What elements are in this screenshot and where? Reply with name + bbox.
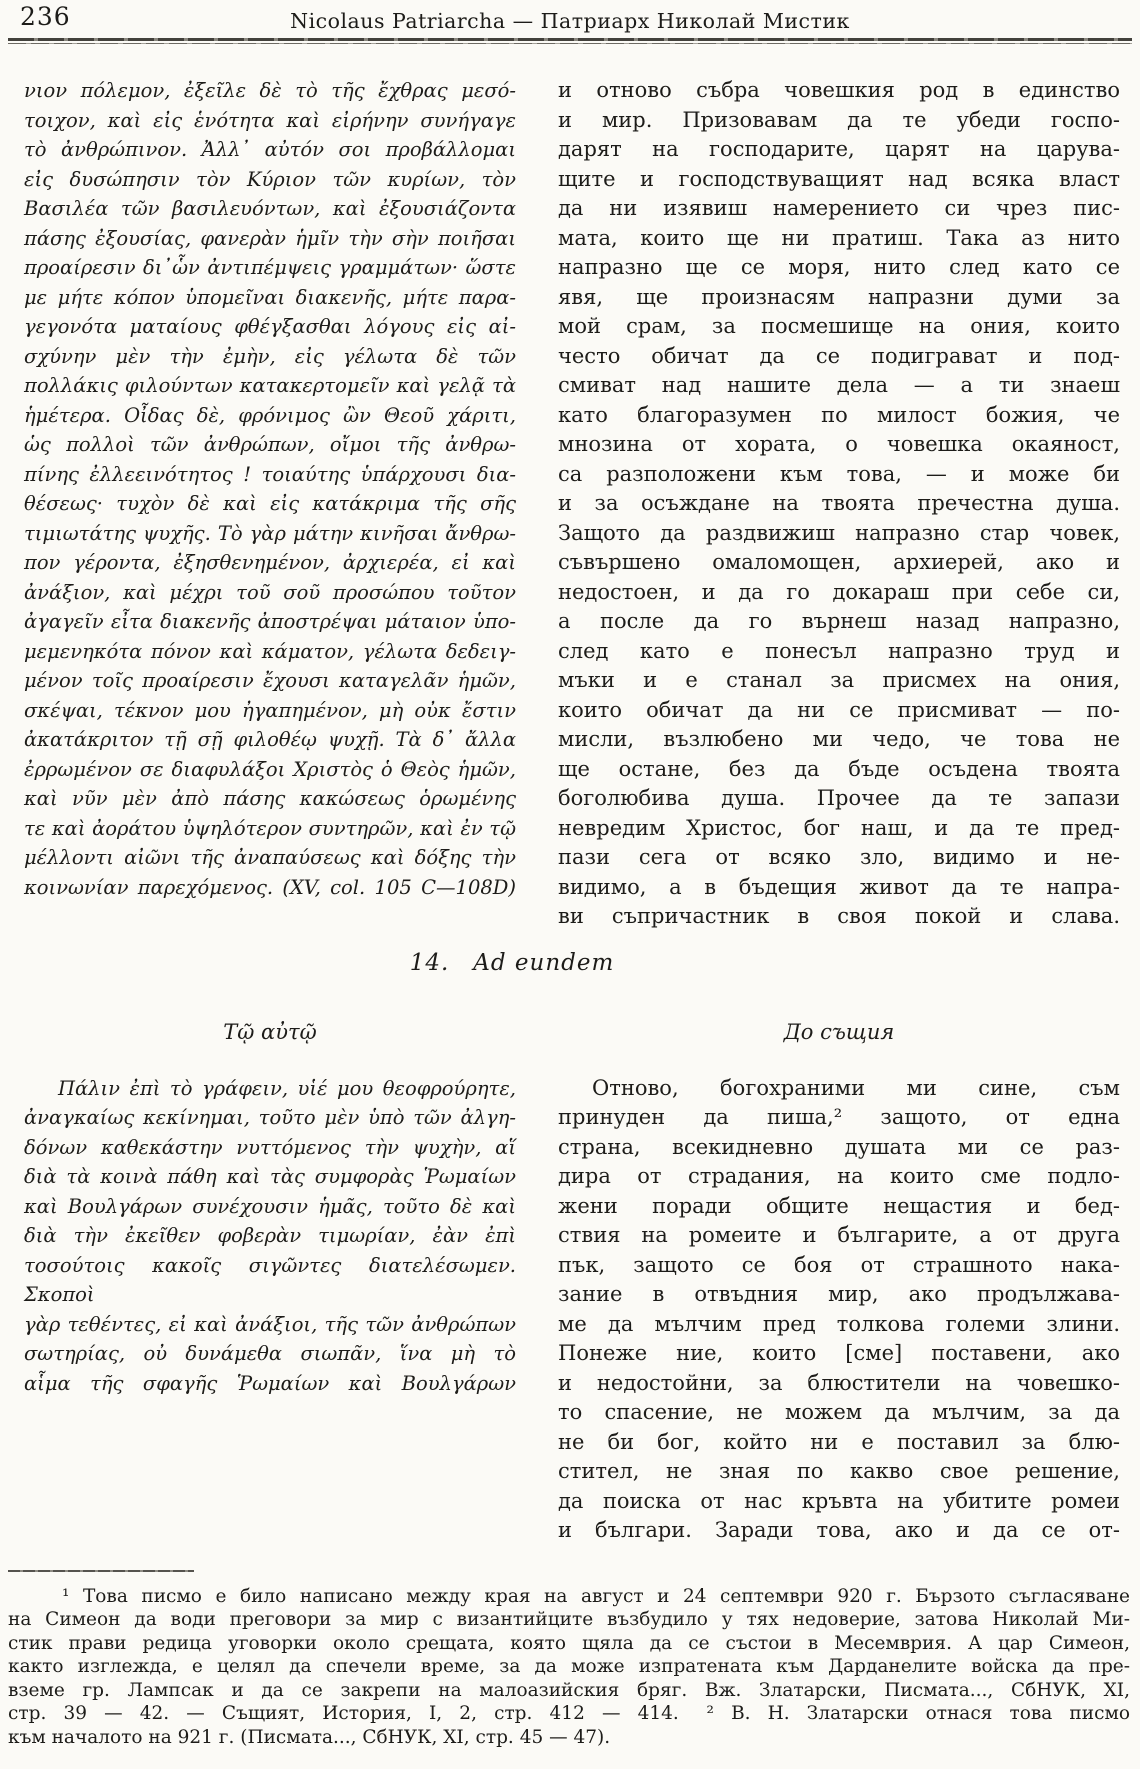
text-line: καὶ νῦν μὲν ἀπὸ πάσης κακώσεως ὁρωμένης [24, 787, 516, 810]
letter-13-bulgarian-column [558, 76, 1120, 932]
text-line: и за осъждане на твоята пречестна душа. [558, 491, 1120, 515]
section-heading: 14. Ad eundem [409, 949, 615, 976]
text-line: με μήτε κόπον ὑπομεῖναι διακενῆς, μήτε παρα- [24, 285, 516, 309]
text-line: принуден да пиша,² защото, от една [558, 1105, 1120, 1129]
text-line: не би бог, който ни е поставил за блю- [558, 1429, 1120, 1454]
text-line: ¹ Това писмо е било написано между края на август и 24 септември 920 г. Бързото съгласяване [62, 1585, 1130, 1607]
text-line: към началото на 921 г. (Писмата..., СбНУК, XI, стр. 45 — 47). [8, 1726, 611, 1748]
text-line: σχύνην μὲν τὴν ἐμὴν, εἰς γέλωτα δὲ τῶν [24, 344, 516, 368]
text-line: Отново, богохраними ми сине, съм [592, 1075, 1120, 1100]
text-line: καὶ Βουλγάρων συνέχουσιν ἡμᾶς, τοῦτο δὲ καὶ [24, 1194, 516, 1218]
text-line: νιον πόλεμον, ἐξεῖλε δὲ τὸ τῆς ἔχθρας μεσό- [24, 79, 516, 102]
page-body [0, 76, 1140, 1546]
text-line: невредим Христос, бог наш, и да те пред- [558, 815, 1120, 840]
text-line: жени поради общите нещастия и бед- [558, 1193, 1120, 1218]
text-line: ще остане, без да бъде осъдена твоята [558, 756, 1120, 781]
footnotes-section [0, 1570, 1140, 1750]
text-line: след като е понесъл напразно труд и [558, 638, 1120, 663]
text-line: съвършено омаломощен, архиерей, ако и [558, 550, 1120, 574]
text-line: смиват над нашите дела — а ти знаеш [558, 373, 1120, 397]
header-rule-top [8, 38, 1132, 41]
letter-14-bulgarian-column [558, 1074, 1120, 1546]
text-line: мата, които ще ни пратиш. Така аз нито [558, 225, 1120, 250]
letter-14-parallel-text [24, 1074, 1120, 1546]
text-line: и отново събра човешкия род в единство [558, 78, 1120, 102]
text-line: ὡς πολλοὶ τῶν ἀνθρώπων, οἴμοι τῆς ἀνθρω- [24, 433, 516, 456]
text-line: то спасение, не можем да мълчим, за да [558, 1400, 1120, 1424]
text-line: които обичат да ни се присмиват — по- [558, 697, 1120, 722]
text-line: θέσεως· τυχὸν δὲ καὶ εἰς κατάκριμα τῆς σῆς [24, 492, 516, 515]
text-line: и мир. Призовавам да те убеди госпо- [558, 107, 1120, 132]
text-line: напразно ще се моря, нито след като се [558, 255, 1120, 279]
text-line: са разположени към това, — и може би [558, 461, 1120, 486]
text-line: дарят на господарите, царят на царува- [558, 137, 1120, 161]
text-line: τὸ ἀνθρώπινον. Ἀλλ᾽ αὐτόν σοι προβάλλομαι [24, 138, 516, 161]
text-line: на Симеон да води преговори за мир с византийците възбудило у тях недоверие, затова Николай Ми- [8, 1609, 1130, 1630]
text-line: както изглежда, е целял да спечели време, за да може изпратената към Дарданелите войска да пре- [8, 1656, 1130, 1677]
text-line: мъки и е станал за присмех на ония, [558, 668, 1120, 692]
text-line: често обичат да се подиграват и под- [558, 343, 1120, 368]
text-line: μέλλοντι αἰῶνι τῆς ἀναπαύσεως καὶ δόξης τὴν [24, 846, 516, 869]
text-line: мнозина от хората, о човешка окаяност, [558, 432, 1120, 456]
header-rule-bottom [8, 43, 1132, 44]
text-line: като благоразумен по милост божия, че [558, 402, 1120, 427]
text-line: мисли, възлюбено ми чедо, че това не [558, 727, 1120, 751]
text-line: Βασιλέα τῶν βασιλευόντων, καὶ ἐξουσιάζοντα [24, 197, 516, 220]
text-line: ἀγαγεῖν εἶτα διακενῆς ἀποστρέψαι μάταιον ὑπο- [24, 610, 516, 633]
text-line: пък, защото се боя от страшното нака- [558, 1252, 1120, 1277]
page-header [0, 0, 1140, 46]
text-line: διὰ τὴν ἐκεῖθεν φοβερὰν τιμωρίαν, ἐὰν ἐπὶ [24, 1224, 516, 1247]
text-line: ἐρρωμένον σε διαφυλάξοι Χριστὸς ὁ Θεὸς ἡμῶν, [24, 757, 516, 781]
text-line: стр. 39 — 42. — Същият, История, I, 2, стр. 412 — 414. ² В. Н. Златарски отнася това писмо [8, 1703, 1130, 1724]
text-line: τιμιωτάτης ψυχῆς. Τὸ γὰρ μάτην κινῆσαι ἄνθρω- [24, 521, 516, 545]
text-line: явя, ще произнасям напразни думи за [558, 284, 1120, 309]
text-line: ви съпричастник в своя покой и слава. [558, 904, 1120, 928]
text-line: Понеже ние, които [сме] поставени, ако [558, 1341, 1120, 1365]
letter-13-parallel-text [24, 76, 1120, 932]
text-line: стик прави редица уговорки около срещата, която щяла да се състои в Месемврия. А цар Симеон, [8, 1632, 1130, 1654]
text-line: πίνης ἐλλεεινότητος ! τοιαύτης ὑπάρχουσι δια- [24, 462, 516, 486]
text-line: πον γέροντα, ἐξησθενημένον, ἀρχιερέα, εἰ καὶ [24, 551, 516, 574]
text-line: αἷμα τῆς σφαγῆς Ῥωμαίων καὶ Βουλγάρων [24, 1371, 516, 1395]
text-line: пази сега от всяко зло, видимо и не- [558, 845, 1120, 869]
text-line: видимо, а в бъдещия живот да те напра- [558, 874, 1120, 899]
text-line: τοσούτοις κακοῖς σιγῶντες διατελέσωμεν. Σκοποὶ [24, 1253, 516, 1306]
text-line: εἰς δυσώπησιν τὸν Κύριον τῶν κυρίων, τὸν [24, 167, 516, 191]
text-line: τοιχον, καὶ εἰς ἑνότητα καὶ εἰρήνην συνήγαγε [24, 108, 516, 132]
text-line: ἀναγκαίως κεκίνημαι, τοῦτο μὲν ὑπὸ τῶν ἀλγη- [24, 1106, 516, 1129]
running-title: Nicolaus Patriarcha — Патриарх Николай Мистик [290, 9, 850, 33]
text-line: σκέψαι, τέκνον μου ἠγαπημένον, μὴ οὐκ ἔστιν [24, 698, 516, 722]
text-line: боголюбива душа. Прочее да те запази [558, 786, 1120, 810]
text-line: ствия на ромеите и българите, а от друга [558, 1223, 1120, 1247]
text-line: мой срам, за посмешище на ония, които [558, 314, 1120, 338]
letter-13-greek-column [24, 76, 516, 932]
text-line: γεγονότα ματαίους φθέγξασθαι λόγους εἰς αἰ- [24, 315, 516, 338]
text-line: πάσης ἐξουσίας, φανερὰν ἡμῖν τὴν σὴν ποιῆσαι [24, 226, 516, 250]
text-line: недостоен, и да го докараш при себе си, [558, 579, 1120, 604]
text-line: стител, не зная по какво свое решение, [558, 1459, 1120, 1483]
text-line: τε καὶ ἀοράτου ὑψηλότερον συντηρῶν, καὶ ἐν τῷ [24, 816, 516, 840]
footnote-separator [8, 1570, 194, 1572]
text-line: Защото да раздвижиш напразно стар човек, [558, 520, 1120, 545]
text-line: διὰ τὰ κοινὰ πάθη καὶ τὰς συμφορὰς Ῥωμαίων [24, 1165, 516, 1188]
text-line: дира от страдания, на които сме подло- [558, 1164, 1120, 1188]
text-line: δόνων καθεκάστην νυττόμενος τὴν ψυχὴν, αἵ [24, 1135, 516, 1159]
text-line: страна, всекидневно душата ми се раз- [558, 1134, 1120, 1159]
text-line: зание в отвъдния мир, ако продължава- [558, 1282, 1120, 1306]
text-line: κοινωνίαν παρεχόμενος. (XV, col. 105 C—108D) [24, 875, 516, 899]
text-line: Πάλιν ἐπὶ τὸ γράφειν, υἱέ μου θεοφρούρητε, [58, 1076, 516, 1100]
text-line: σωτηρίας, οὐ δυνάμεθα σιωπᾶν, ἵνα μὴ τὸ [24, 1342, 516, 1365]
bulgarian-subtitle: До същия [783, 1019, 895, 1044]
greek-subtitle: Τῷ αὐτῷ [223, 1019, 317, 1044]
text-line: да поиска от нас кръвта на убитите ромеи [558, 1488, 1120, 1513]
footnote-text [8, 1585, 1130, 1750]
letter-14-greek-column [24, 1074, 516, 1546]
text-line: щите и господствуващият над всяка власт [558, 166, 1120, 191]
text-line: и българи. Заради това, ако и да се от- [558, 1518, 1120, 1542]
text-line: μένον τοῖς προαίρεσιν ἔχουσι καταγελᾶν ἡμῶν, [24, 669, 516, 692]
subtitles-row [24, 1020, 1120, 1044]
text-line: πολλάκις φιλούντων κατακερτομεῖν καὶ γελᾷ τὰ [24, 374, 516, 397]
text-line: προαίρεσιν δι᾽ὧν ἀντιπέμψεις γραμμάτων· ὥστε [24, 256, 516, 279]
text-line: да ни изявиш намерението си чрез пис- [558, 196, 1120, 220]
text-line: ἡμέτερα. Οἶδας δὲ, φρόνιμος ὢν Θεοῦ χάριτι, [24, 403, 516, 427]
text-line: γὰρ τεθέντες, εἰ καὶ ἀνάξιοι, τῆς τῶν ἀνθρώπων [24, 1312, 516, 1336]
page-number: 236 [20, 2, 71, 31]
text-line: ἀκατάκριτον τῇ σῇ φιλοθέῳ ψυχῇ. Τὰ δ᾽ ἄλλα [24, 728, 516, 751]
text-line: и недостойни, за блюстители на човешко- [558, 1370, 1120, 1395]
text-line: вземе гр. Лампсак и да се закрепи на малоазийския бряг. Вж. Златарски, Писмата..., СбНУК, XI, [8, 1679, 1130, 1701]
text-line: ἀνάξιον, καὶ μέχρι τοῦ σοῦ προσώπου τοῦτον [24, 580, 516, 604]
text-line: а после да го върнеш назад напразно, [558, 609, 1120, 633]
text-line: μεμενηκότα πόνον καὶ κάματον, γέλωτα δεδειγ- [24, 639, 516, 663]
text-line: ме да мълчим пред толкова големи злини. [558, 1311, 1120, 1336]
